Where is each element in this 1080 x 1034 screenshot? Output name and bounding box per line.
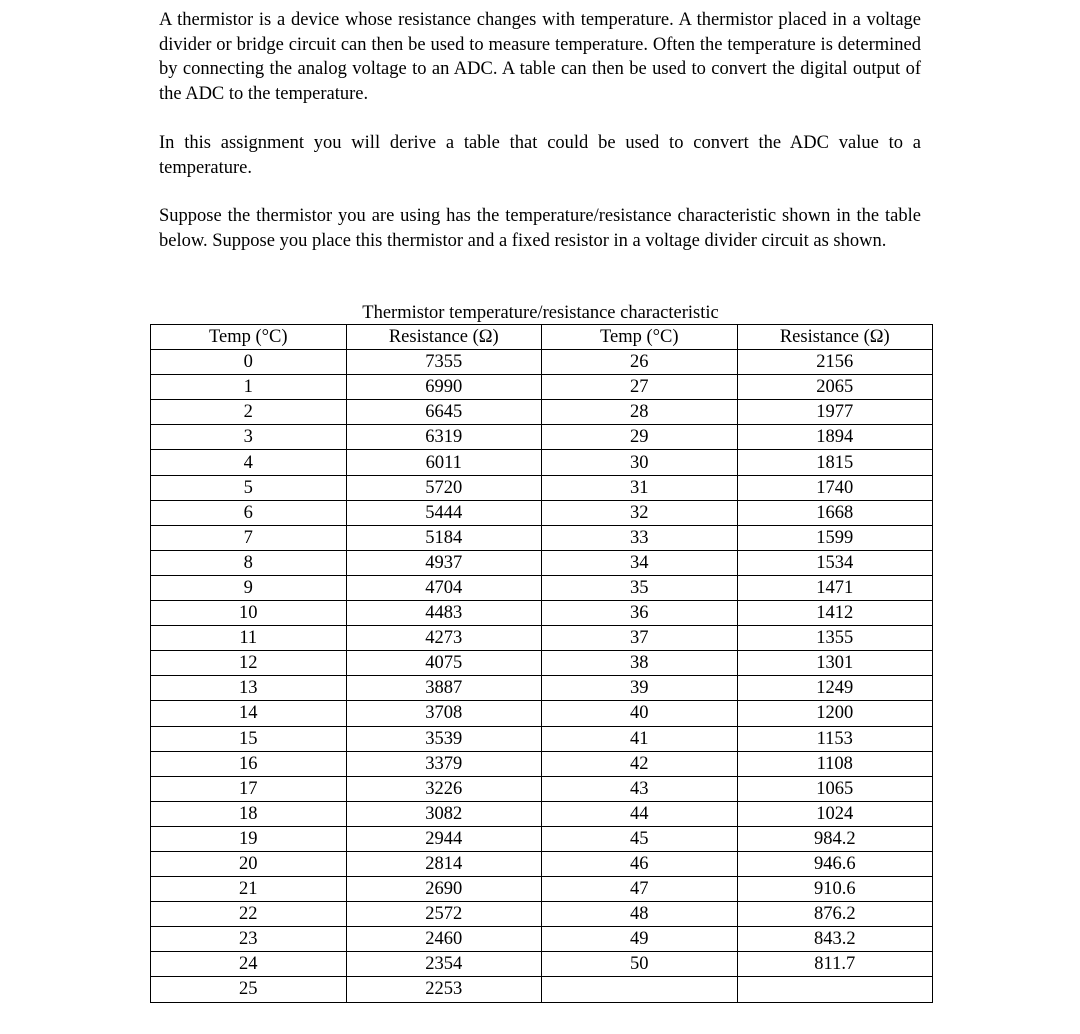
cell-resistance-1: 2460 [346,927,542,952]
cell-resistance-1: 2253 [346,977,542,1002]
cell-temp-1: 4 [151,450,347,475]
table-header-row [151,325,933,350]
cell-temp-1: 19 [151,826,347,851]
cell-resistance-2: 1065 [737,776,933,801]
cell-temp-2: 31 [542,475,738,500]
table-row [151,776,933,801]
cell-temp-1: 10 [151,601,347,626]
cell-temp-2: 27 [542,375,738,400]
table-row [151,952,933,977]
cell-temp-1: 12 [151,651,347,676]
cell-temp-2: 42 [542,751,738,776]
cell-resistance-1: 2814 [346,851,542,876]
cell-resistance-2: 1355 [737,626,933,651]
cell-resistance-2: 1153 [737,726,933,751]
table-row [151,550,933,575]
cell-resistance-2: 984.2 [737,826,933,851]
cell-resistance-2: 1815 [737,450,933,475]
header-temp-2: Temp (°C) [542,325,738,350]
cell-resistance-2: 1412 [737,601,933,626]
cell-temp-1: 18 [151,801,347,826]
cell-resistance-2: 946.6 [737,851,933,876]
table-row [151,525,933,550]
cell-temp-2: 29 [542,425,738,450]
cell-resistance-1: 4937 [346,550,542,575]
cell-resistance-2: 1534 [737,550,933,575]
cell-temp-2: 34 [542,550,738,575]
cell-resistance-1: 4075 [346,651,542,676]
cell-temp-1: 24 [151,952,347,977]
cell-temp-1: 8 [151,550,347,575]
cell-resistance-1: 3226 [346,776,542,801]
cell-temp-1: 14 [151,701,347,726]
cell-temp-2: 47 [542,877,738,902]
cell-resistance-2: 1024 [737,801,933,826]
table-row [151,751,933,776]
cell-resistance-2: 1977 [737,400,933,425]
cell-resistance-2: 2065 [737,375,933,400]
cell-resistance-2: 1471 [737,575,933,600]
table-row [151,626,933,651]
cell-resistance-2: 1249 [737,676,933,701]
cell-resistance-2: 1668 [737,500,933,525]
cell-resistance-1: 7355 [346,350,542,375]
cell-temp-2: 36 [542,601,738,626]
table-row [151,877,933,902]
cell-temp-2: 37 [542,626,738,651]
table-row [151,676,933,701]
cell-resistance-2: 1894 [737,425,933,450]
cell-temp-2 [542,977,738,1002]
cell-temp-2: 48 [542,902,738,927]
cell-resistance-2: 2156 [737,350,933,375]
cell-resistance-2: 1301 [737,651,933,676]
cell-temp-1: 17 [151,776,347,801]
cell-resistance-1: 6011 [346,450,542,475]
cell-temp-1: 3 [151,425,347,450]
table-caption: Thermistor temperature/resistance characteristic [362,303,719,323]
cell-temp-2: 26 [542,350,738,375]
cell-temp-1: 15 [151,726,347,751]
cell-resistance-1: 6645 [346,400,542,425]
cell-temp-2: 28 [542,400,738,425]
intro-paragraph: A thermistor is a device whose resistance changes with temperature. A thermistor placed in a voltage divider or bridge circuit can then be used to measure temperature. Often the temperature is determined by connecting the analog voltage to an ADC. A table can then be used to convert the digital output of the ADC to the temperature. [159,10,921,104]
cell-resistance-1: 4704 [346,575,542,600]
cell-temp-2: 38 [542,651,738,676]
cell-resistance-1: 6990 [346,375,542,400]
cell-temp-2: 46 [542,851,738,876]
cell-temp-1: 11 [151,626,347,651]
assignment-paragraph: In this assignment you will derive a table that could be used to convert the ADC value to a temperature. [159,133,921,178]
cell-resistance-1: 2572 [346,902,542,927]
cell-resistance-2: 910.6 [737,877,933,902]
table-row [151,902,933,927]
table-row [151,927,933,952]
cell-resistance-1: 5720 [346,475,542,500]
cell-temp-2: 40 [542,701,738,726]
cell-temp-2: 33 [542,525,738,550]
cell-temp-2: 50 [542,952,738,977]
cell-resistance-2 [737,977,933,1002]
cell-resistance-2: 1108 [737,751,933,776]
cell-temp-2: 41 [542,726,738,751]
table-row [151,701,933,726]
cell-resistance-1: 5184 [346,525,542,550]
cell-resistance-1: 4483 [346,601,542,626]
header-temp-1: Temp (°C) [151,325,347,350]
cell-resistance-1: 5444 [346,500,542,525]
cell-temp-2: 43 [542,776,738,801]
cell-temp-2: 35 [542,575,738,600]
cell-resistance-2: 843.2 [737,927,933,952]
cell-temp-2: 32 [542,500,738,525]
cell-resistance-2: 811.7 [737,952,933,977]
table-row [151,801,933,826]
table-row [151,851,933,876]
header-resistance-2: Resistance (Ω) [737,325,933,350]
cell-temp-2: 45 [542,826,738,851]
cell-temp-1: 1 [151,375,347,400]
cell-temp-2: 39 [542,676,738,701]
cell-temp-1: 22 [151,902,347,927]
table-body [151,350,933,1002]
cell-temp-1: 7 [151,525,347,550]
cell-temp-1: 16 [151,751,347,776]
cell-temp-1: 21 [151,877,347,902]
cell-temp-1: 20 [151,851,347,876]
table-row [151,601,933,626]
table-row [151,425,933,450]
table-row [151,350,933,375]
cell-resistance-2: 1599 [737,525,933,550]
cell-temp-1: 6 [151,500,347,525]
cell-resistance-1: 3708 [346,701,542,726]
header-resistance-1: Resistance (Ω) [346,325,542,350]
table-row [151,826,933,851]
cell-resistance-1: 4273 [346,626,542,651]
cell-temp-2: 30 [542,450,738,475]
table-row [151,575,933,600]
cell-resistance-1: 2944 [346,826,542,851]
cell-resistance-1: 3887 [346,676,542,701]
cell-resistance-1: 2354 [346,952,542,977]
cell-temp-1: 9 [151,575,347,600]
cell-temp-1: 0 [151,350,347,375]
cell-resistance-2: 1200 [737,701,933,726]
thermistor-table [150,324,933,1003]
cell-temp-1: 23 [151,927,347,952]
cell-resistance-2: 876.2 [737,902,933,927]
cell-temp-1: 25 [151,977,347,1002]
table-row [151,500,933,525]
suppose-paragraph: Suppose the thermistor you are using has the temperature/resistance characteristic shown in the table below. Suppose you place this thermistor and a fixed resistor in a voltage divider circuit as shown. [159,206,921,251]
table-row [151,977,933,1002]
table-row [151,450,933,475]
table-row [151,726,933,751]
cell-temp-2: 44 [542,801,738,826]
table-row [151,651,933,676]
table-row [151,475,933,500]
cell-temp-1: 13 [151,676,347,701]
cell-resistance-2: 1740 [737,475,933,500]
cell-resistance-1: 3539 [346,726,542,751]
cell-resistance-1: 6319 [346,425,542,450]
cell-resistance-1: 3379 [346,751,542,776]
cell-resistance-1: 3082 [346,801,542,826]
table-row [151,400,933,425]
cell-resistance-1: 2690 [346,877,542,902]
cell-temp-2: 49 [542,927,738,952]
table-row [151,375,933,400]
cell-temp-1: 2 [151,400,347,425]
cell-temp-1: 5 [151,475,347,500]
